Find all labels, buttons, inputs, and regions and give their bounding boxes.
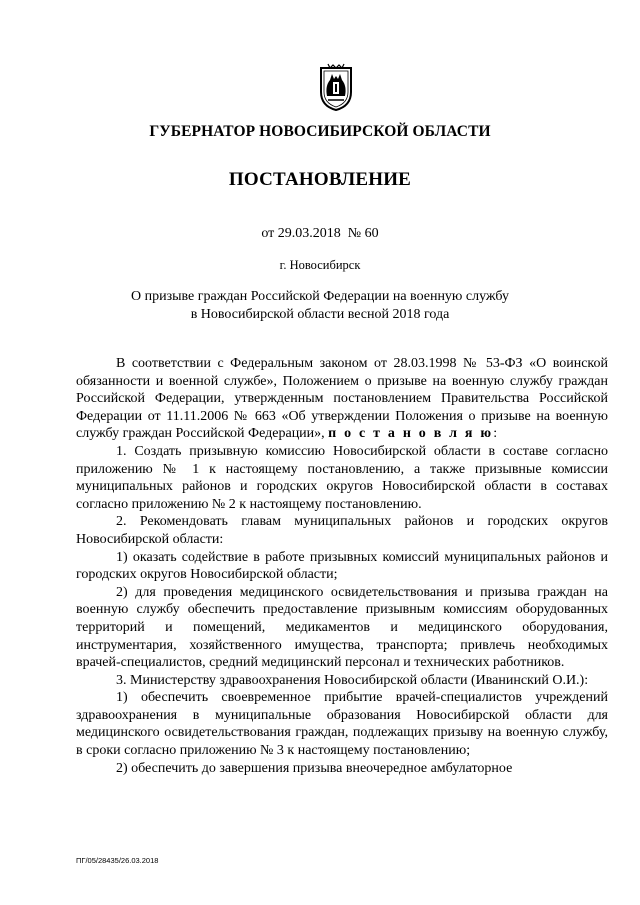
document-registration-code: ПГ/05/28435/26.03.2018 <box>76 856 159 865</box>
paragraph-1: 1. Создать призывную комиссию Новосибирской области в составе согласно приложению № 1 к настоящему постановлению, а также призывные комиссии муниципальных районов и городских округов Новосибирской области в составах согласно приложению № 2 к настоящему постановлению. <box>76 443 608 512</box>
paragraph-2-item-2: 2) для проведения медицинского освидетельствования и призыва граждан на военную службу обеспечить предоставление призывным комиссиям оборудованных территорий и помещений, медикаментов и медицинского оборудования, инструментария, хозяйственного имущества, транспорта; привлечь необходимых врачей-специалистов, средний медицинский персонал и технических работников. <box>76 584 608 671</box>
preamble-paragraph <box>76 355 608 443</box>
paragraph-2-item-1: 1) оказать содействие в работе призывных комиссий муниципальных районов и городских округов Новосибирской области; <box>76 549 608 583</box>
document-subject <box>0 288 640 324</box>
coat-of-arms-emblem <box>316 62 356 112</box>
subject-line-2: в Новосибирской области весной 2018 года <box>190 307 450 322</box>
subject-line-1: О призыве граждан Российской Федерации на военную службу <box>131 289 509 304</box>
paragraph-2: 2. Рекомендовать главам муниципальных районов и городских округов Новосибирской области: <box>76 514 608 547</box>
document-body <box>76 355 608 777</box>
paragraph-3-item-2: 2) обеспечить до завершения призыва внеочередное амбулаторное <box>116 760 513 776</box>
resolve-colon: : <box>493 426 498 442</box>
resolve-word: п о с т а н о в л я ю <box>328 426 494 442</box>
paragraph-3: 3. Министерству здравоохранения Новосибирской области (Иванинский О.И.): <box>116 672 589 688</box>
preamble-text: В соответствии с Федеральным законом от 28.03.1998 № 53-ФЗ «О воинской обязанности и военной службе», Положением о призыве на военную службу граждан Российской Федерации, утвержденным постановлением Правительства Российской Федерации от 11.11.2006 № 663 «Об утверждении Положения о призыве на военную службу граждан Российской Федерации», <box>76 356 608 442</box>
date-and-number: от 29.03.2018 № 60 <box>261 226 379 241</box>
document-type-title: ПОСТАНОВЛЕНИЕ <box>228 169 412 190</box>
paragraph-3-item-1: 1) обеспечить своевременное прибытие врачей-специалистов учреждений здравоохранения в муниципальные образования Новосибирской области для медицинского освидетельствования граждан, подлежащих призыву на военную службу, в сроки согласно приложению № 3 к настоящему постановлению; <box>76 690 608 759</box>
issuing-authority: ГУБЕРНАТОР НОВОСИБИРСКОЙ ОБЛАСТИ <box>149 123 491 140</box>
city-name: г. Новосибирск <box>279 258 361 272</box>
